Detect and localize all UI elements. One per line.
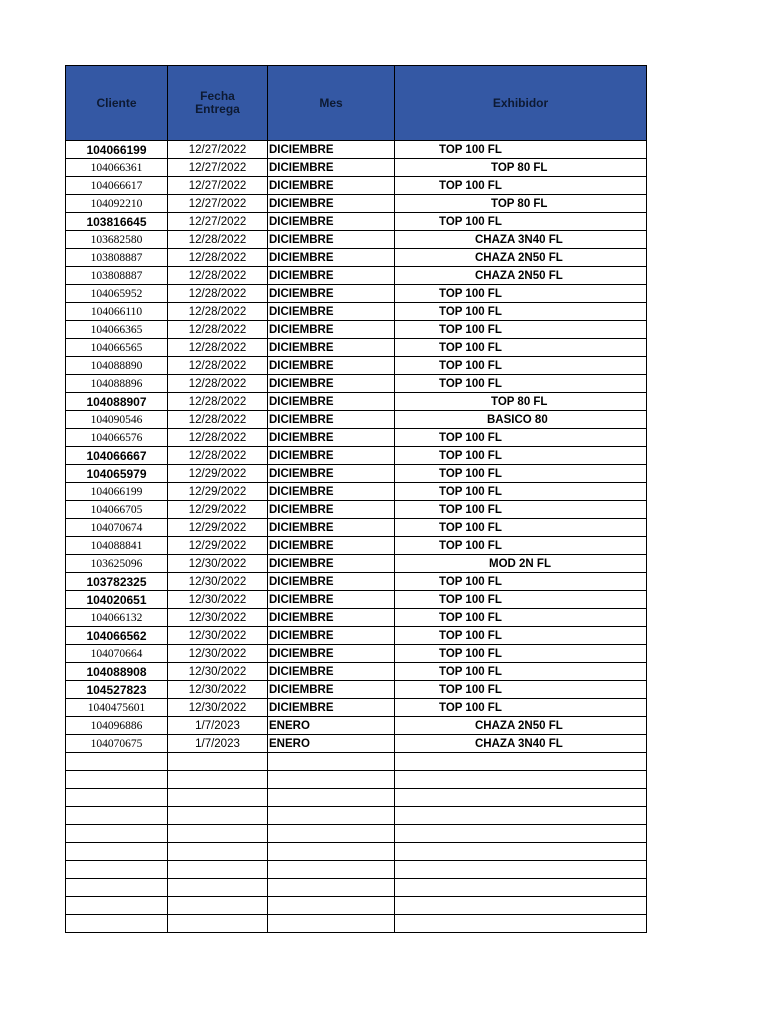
empty-cell — [268, 897, 395, 915]
empty-cell — [66, 789, 168, 807]
cell-mes: DICIEMBRE — [268, 447, 395, 465]
cell-exhibidor-text: TOP 100 FL — [439, 341, 502, 354]
empty-cell — [168, 897, 268, 915]
cell-exhibidor-text: TOP 100 FL — [439, 539, 502, 552]
table-row — [66, 591, 647, 609]
empty-cell — [168, 879, 268, 897]
cell-cliente: 104090546 — [66, 411, 168, 429]
empty-row — [66, 807, 647, 825]
cell-mes: DICIEMBRE — [268, 645, 395, 663]
cell-exhibidor — [395, 447, 647, 465]
empty-cell — [395, 879, 647, 897]
cell-mes: DICIEMBRE — [268, 609, 395, 627]
empty-row — [66, 825, 647, 843]
empty-cell — [395, 753, 647, 771]
table-row — [66, 663, 647, 681]
cell-exhibidor-text: TOP 100 FL — [439, 215, 502, 228]
table-row — [66, 609, 647, 627]
cell-cliente: 103682580 — [66, 231, 168, 249]
empty-row — [66, 771, 647, 789]
empty-cell — [268, 879, 395, 897]
cell-mes: DICIEMBRE — [268, 267, 395, 285]
cell-cliente: 104096886 — [66, 717, 168, 735]
cell-fecha-entrega: 12/27/2022 — [168, 195, 268, 213]
cell-cliente: 103816645 — [66, 213, 168, 231]
cell-exhibidor — [395, 267, 647, 285]
cell-exhibidor-text: CHAZA 2N50 FL — [475, 251, 563, 264]
table-row — [66, 519, 647, 537]
cell-exhibidor-text: TOP 100 FL — [439, 701, 502, 714]
cell-mes: DICIEMBRE — [268, 303, 395, 321]
cell-mes: DICIEMBRE — [268, 537, 395, 555]
cell-exhibidor-text: TOP 80 FL — [491, 197, 548, 210]
cell-cliente: 104092210 — [66, 195, 168, 213]
table-row — [66, 195, 647, 213]
cell-fecha-entrega: 12/28/2022 — [168, 231, 268, 249]
header-fecha-entrega — [168, 66, 268, 141]
empty-cell — [268, 861, 395, 879]
cell-exhibidor — [395, 555, 647, 573]
cell-mes: DICIEMBRE — [268, 321, 395, 339]
cell-exhibidor-text: TOP 100 FL — [439, 377, 502, 390]
empty-row — [66, 897, 647, 915]
table-row — [66, 249, 647, 267]
empty-cell — [168, 915, 268, 933]
cell-mes: DICIEMBRE — [268, 681, 395, 699]
cell-cliente: 103808887 — [66, 267, 168, 285]
empty-cell — [168, 825, 268, 843]
table-row — [66, 735, 647, 753]
cell-exhibidor-text: TOP 100 FL — [439, 305, 502, 318]
cell-mes: DICIEMBRE — [268, 573, 395, 591]
cell-exhibidor — [395, 681, 647, 699]
empty-cell — [268, 807, 395, 825]
cell-mes: DICIEMBRE — [268, 465, 395, 483]
cell-exhibidor-text: BASICO 80 — [487, 413, 548, 426]
cell-exhibidor-text: TOP 100 FL — [439, 665, 502, 678]
cell-mes: DICIEMBRE — [268, 285, 395, 303]
empty-cell — [66, 807, 168, 825]
cell-exhibidor-text: TOP 100 FL — [439, 575, 502, 588]
cell-exhibidor-text: TOP 80 FL — [491, 395, 548, 408]
cell-fecha-entrega: 12/30/2022 — [168, 645, 268, 663]
cell-fecha-entrega: 12/28/2022 — [168, 339, 268, 357]
cell-exhibidor — [395, 591, 647, 609]
cell-mes: DICIEMBRE — [268, 249, 395, 267]
empty-cell — [168, 771, 268, 789]
cell-cliente: 104088896 — [66, 375, 168, 393]
empty-cell — [66, 753, 168, 771]
cell-fecha-entrega: 12/30/2022 — [168, 699, 268, 717]
cell-exhibidor — [395, 339, 647, 357]
cell-mes: DICIEMBRE — [268, 663, 395, 681]
empty-cell — [395, 861, 647, 879]
empty-cell — [268, 825, 395, 843]
cell-exhibidor — [395, 645, 647, 663]
cell-exhibidor-text: TOP 100 FL — [439, 503, 502, 516]
cell-mes: DICIEMBRE — [268, 375, 395, 393]
cell-mes: DICIEMBRE — [268, 591, 395, 609]
empty-cell — [395, 825, 647, 843]
cell-mes: DICIEMBRE — [268, 339, 395, 357]
cell-mes: DICIEMBRE — [268, 411, 395, 429]
cell-cliente: 104066132 — [66, 609, 168, 627]
cell-exhibidor — [395, 177, 647, 195]
empty-cell — [168, 789, 268, 807]
cell-fecha-entrega: 12/30/2022 — [168, 681, 268, 699]
table-row — [66, 159, 647, 177]
cell-exhibidor-text: TOP 100 FL — [439, 179, 502, 192]
cell-mes: DICIEMBRE — [268, 555, 395, 573]
table-row — [66, 537, 647, 555]
cell-fecha-entrega: 12/29/2022 — [168, 483, 268, 501]
cell-fecha-entrega: 12/28/2022 — [168, 357, 268, 375]
cell-cliente: 103625096 — [66, 555, 168, 573]
empty-row — [66, 789, 647, 807]
table-row — [66, 465, 647, 483]
table-row — [66, 285, 647, 303]
cell-exhibidor-text: TOP 100 FL — [439, 449, 502, 462]
cell-exhibidor-text: TOP 100 FL — [439, 467, 502, 480]
empty-cell — [66, 915, 168, 933]
cell-cliente: 104088908 — [66, 663, 168, 681]
cell-exhibidor — [395, 627, 647, 645]
empty-cell — [395, 789, 647, 807]
cell-cliente: 104066361 — [66, 159, 168, 177]
cell-cliente: 104527823 — [66, 681, 168, 699]
cell-exhibidor — [395, 411, 647, 429]
empty-row — [66, 879, 647, 897]
cell-cliente: 104066562 — [66, 627, 168, 645]
empty-cell — [66, 897, 168, 915]
table-row — [66, 627, 647, 645]
cell-exhibidor — [395, 573, 647, 591]
empty-cell — [168, 807, 268, 825]
cell-fecha-entrega: 12/28/2022 — [168, 267, 268, 285]
cell-fecha-entrega: 12/30/2022 — [168, 555, 268, 573]
cell-mes: ENERO — [268, 717, 395, 735]
empty-cell — [395, 897, 647, 915]
table-row — [66, 555, 647, 573]
cell-mes: DICIEMBRE — [268, 699, 395, 717]
cell-fecha-entrega: 1/7/2023 — [168, 717, 268, 735]
table-row — [66, 339, 647, 357]
cell-fecha-entrega: 12/30/2022 — [168, 627, 268, 645]
cell-exhibidor-text: TOP 100 FL — [439, 629, 502, 642]
table-row — [66, 501, 647, 519]
cell-exhibidor-text: TOP 100 FL — [439, 287, 502, 300]
cell-cliente: 103808887 — [66, 249, 168, 267]
cell-exhibidor — [395, 159, 647, 177]
cell-exhibidor-text: TOP 100 FL — [439, 593, 502, 606]
cell-exhibidor — [395, 321, 647, 339]
table-row — [66, 267, 647, 285]
cell-cliente: 104066705 — [66, 501, 168, 519]
empty-row — [66, 915, 647, 933]
table-row — [66, 393, 647, 411]
empty-cell — [395, 915, 647, 933]
cell-fecha-entrega: 12/28/2022 — [168, 303, 268, 321]
cell-mes: DICIEMBRE — [268, 429, 395, 447]
table-row — [66, 321, 647, 339]
table-row — [66, 483, 647, 501]
table-header — [66, 66, 647, 141]
empty-row — [66, 753, 647, 771]
table-row — [66, 177, 647, 195]
table-row — [66, 717, 647, 735]
cell-mes: DICIEMBRE — [268, 393, 395, 411]
cell-exhibidor-text: TOP 100 FL — [439, 323, 502, 336]
empty-cell — [66, 843, 168, 861]
cell-exhibidor-text: TOP 100 FL — [439, 521, 502, 534]
table-row — [66, 429, 647, 447]
cell-exhibidor — [395, 213, 647, 231]
cell-cliente: 104020651 — [66, 591, 168, 609]
empty-cell — [268, 753, 395, 771]
empty-cell — [66, 771, 168, 789]
cell-exhibidor-text: CHAZA 2N50 FL — [475, 719, 563, 732]
empty-cell — [268, 789, 395, 807]
cell-fecha-entrega: 12/29/2022 — [168, 465, 268, 483]
cell-exhibidor — [395, 483, 647, 501]
cell-cliente: 104066199 — [66, 141, 168, 159]
cell-fecha-entrega: 12/27/2022 — [168, 159, 268, 177]
empty-cell — [66, 879, 168, 897]
empty-cell — [66, 861, 168, 879]
empty-cell — [395, 771, 647, 789]
cell-fecha-entrega: 12/29/2022 — [168, 501, 268, 519]
cell-mes: DICIEMBRE — [268, 177, 395, 195]
table-row — [66, 357, 647, 375]
cell-cliente: 104066576 — [66, 429, 168, 447]
empty-row — [66, 861, 647, 879]
empty-cell — [395, 843, 647, 861]
cell-mes: DICIEMBRE — [268, 231, 395, 249]
cell-exhibidor-text: CHAZA 2N50 FL — [475, 269, 563, 282]
empty-cell — [268, 915, 395, 933]
empty-cell — [168, 753, 268, 771]
cell-exhibidor-text: TOP 100 FL — [439, 683, 502, 696]
header-fecha-line2: Entrega — [195, 102, 240, 116]
cell-exhibidor — [395, 429, 647, 447]
cell-fecha-entrega: 12/27/2022 — [168, 213, 268, 231]
table-row — [66, 447, 647, 465]
cell-mes: DICIEMBRE — [268, 141, 395, 159]
cell-fecha-entrega: 12/28/2022 — [168, 375, 268, 393]
table-row — [66, 141, 647, 159]
cell-fecha-entrega: 12/27/2022 — [168, 141, 268, 159]
cell-cliente: 104088841 — [66, 537, 168, 555]
cell-fecha-entrega: 12/29/2022 — [168, 537, 268, 555]
delivery-table — [65, 65, 647, 933]
cell-exhibidor — [395, 537, 647, 555]
cell-cliente: 104065952 — [66, 285, 168, 303]
cell-exhibidor-text: TOP 100 FL — [439, 431, 502, 444]
header-exhibidor: Exhibidor — [395, 66, 647, 141]
table-row — [66, 681, 647, 699]
empty-cell — [168, 843, 268, 861]
header-cliente: Cliente — [66, 66, 168, 141]
cell-cliente: 104088907 — [66, 393, 168, 411]
table-row — [66, 375, 647, 393]
cell-fecha-entrega: 12/29/2022 — [168, 519, 268, 537]
cell-exhibidor-text: TOP 100 FL — [439, 143, 502, 156]
cell-fecha-entrega: 12/28/2022 — [168, 321, 268, 339]
cell-exhibidor — [395, 465, 647, 483]
cell-cliente: 104065979 — [66, 465, 168, 483]
cell-fecha-entrega: 12/30/2022 — [168, 609, 268, 627]
cell-mes: ENERO — [268, 735, 395, 753]
cell-exhibidor-text: CHAZA 3N40 FL — [475, 233, 563, 246]
empty-cell — [268, 843, 395, 861]
cell-exhibidor — [395, 195, 647, 213]
empty-row — [66, 843, 647, 861]
cell-fecha-entrega: 12/28/2022 — [168, 249, 268, 267]
header-mes: Mes — [268, 66, 395, 141]
cell-cliente: 104066565 — [66, 339, 168, 357]
cell-exhibidor — [395, 393, 647, 411]
cell-cliente: 104066110 — [66, 303, 168, 321]
cell-cliente: 104066617 — [66, 177, 168, 195]
empty-cell — [66, 825, 168, 843]
cell-exhibidor — [395, 519, 647, 537]
cell-fecha-entrega: 12/28/2022 — [168, 429, 268, 447]
empty-cell — [168, 861, 268, 879]
cell-fecha-entrega: 12/28/2022 — [168, 411, 268, 429]
cell-cliente: 104088890 — [66, 357, 168, 375]
cell-exhibidor-text: TOP 80 FL — [491, 161, 548, 174]
table-body — [66, 141, 647, 933]
cell-exhibidor — [395, 663, 647, 681]
table-row — [66, 213, 647, 231]
cell-cliente: 103782325 — [66, 573, 168, 591]
table-row — [66, 699, 647, 717]
cell-fecha-entrega: 12/30/2022 — [168, 663, 268, 681]
cell-cliente: 104066667 — [66, 447, 168, 465]
cell-fecha-entrega: 12/30/2022 — [168, 591, 268, 609]
cell-exhibidor — [395, 699, 647, 717]
cell-exhibidor — [395, 735, 647, 753]
cell-fecha-entrega: 1/7/2023 — [168, 735, 268, 753]
cell-fecha-entrega: 12/28/2022 — [168, 447, 268, 465]
cell-mes: DICIEMBRE — [268, 159, 395, 177]
cell-exhibidor — [395, 375, 647, 393]
header-fecha-line1: Fecha — [200, 89, 235, 103]
table-row — [66, 645, 647, 663]
cell-exhibidor-text: TOP 100 FL — [439, 359, 502, 372]
cell-fecha-entrega: 12/28/2022 — [168, 393, 268, 411]
table-row — [66, 411, 647, 429]
empty-cell — [268, 771, 395, 789]
cell-exhibidor-text: MOD 2N FL — [489, 557, 551, 570]
cell-cliente: 104066365 — [66, 321, 168, 339]
cell-exhibidor — [395, 285, 647, 303]
table-row — [66, 573, 647, 591]
empty-cell — [395, 807, 647, 825]
cell-exhibidor — [395, 717, 647, 735]
cell-exhibidor — [395, 141, 647, 159]
cell-mes: DICIEMBRE — [268, 195, 395, 213]
cell-cliente: 104070664 — [66, 645, 168, 663]
cell-mes: DICIEMBRE — [268, 483, 395, 501]
cell-exhibidor-text: CHAZA 3N40 FL — [475, 737, 563, 750]
cell-cliente: 1040475601 — [66, 699, 168, 717]
cell-fecha-entrega: 12/28/2022 — [168, 285, 268, 303]
cell-mes: DICIEMBRE — [268, 627, 395, 645]
cell-exhibidor — [395, 609, 647, 627]
cell-mes: DICIEMBRE — [268, 501, 395, 519]
cell-exhibidor — [395, 357, 647, 375]
cell-exhibidor-text: TOP 100 FL — [439, 647, 502, 660]
cell-mes: DICIEMBRE — [268, 519, 395, 537]
cell-fecha-entrega: 12/27/2022 — [168, 177, 268, 195]
cell-exhibidor — [395, 231, 647, 249]
cell-mes: DICIEMBRE — [268, 213, 395, 231]
cell-exhibidor — [395, 249, 647, 267]
cell-exhibidor-text: TOP 100 FL — [439, 611, 502, 624]
cell-exhibidor — [395, 303, 647, 321]
table-row — [66, 303, 647, 321]
cell-exhibidor — [395, 501, 647, 519]
cell-exhibidor-text: TOP 100 FL — [439, 485, 502, 498]
cell-cliente: 104066199 — [66, 483, 168, 501]
cell-cliente: 104070675 — [66, 735, 168, 753]
table-row — [66, 231, 647, 249]
cell-mes: DICIEMBRE — [268, 357, 395, 375]
cell-cliente: 104070674 — [66, 519, 168, 537]
cell-fecha-entrega: 12/30/2022 — [168, 573, 268, 591]
